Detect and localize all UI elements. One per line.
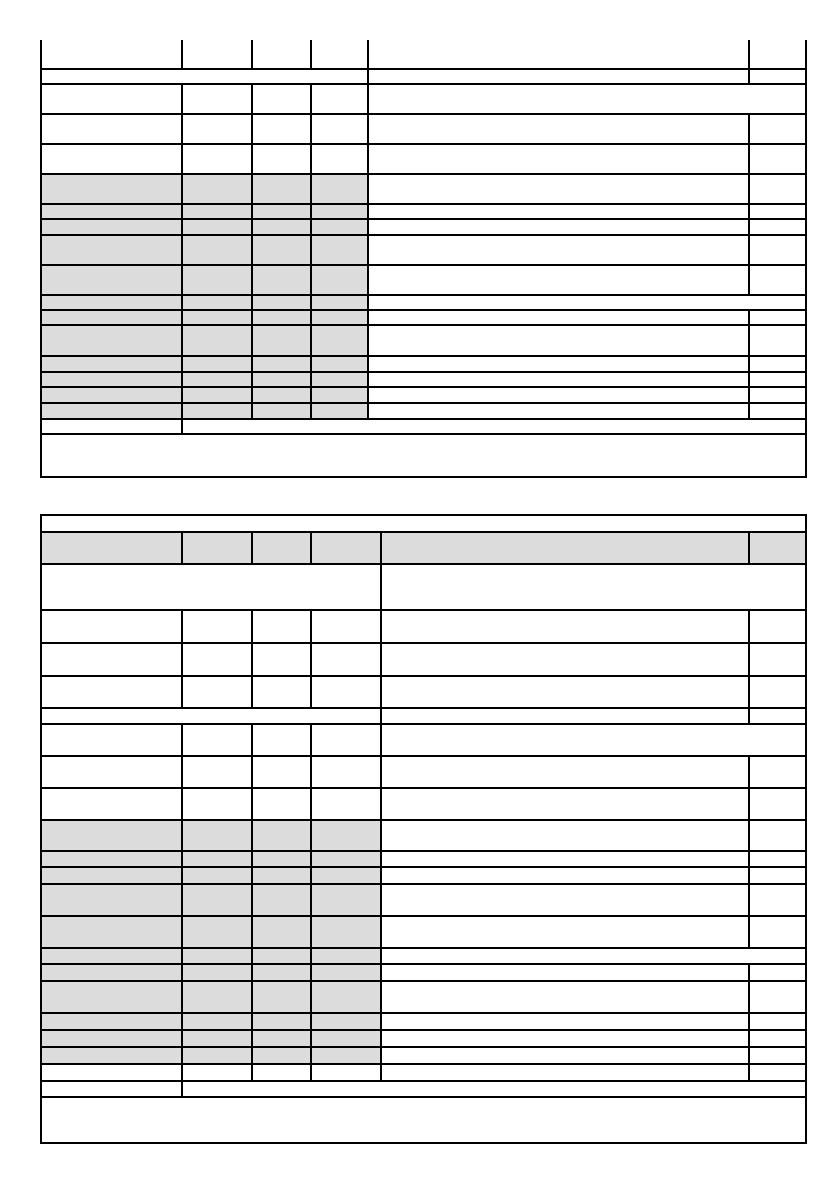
row-border xyxy=(40,203,806,205)
column-border xyxy=(181,947,183,963)
column-border xyxy=(181,1080,183,1096)
column-border xyxy=(367,294,369,309)
column-border xyxy=(181,294,183,309)
column-border xyxy=(367,40,369,68)
row-border xyxy=(40,723,806,725)
column-border xyxy=(251,531,253,563)
column-border xyxy=(251,963,253,1080)
column-border xyxy=(181,113,183,294)
column-border xyxy=(181,531,183,563)
row-border xyxy=(40,355,806,357)
column-border xyxy=(251,40,253,68)
column-border xyxy=(310,309,312,418)
column-border xyxy=(367,113,369,294)
row-border xyxy=(40,476,807,478)
column-border xyxy=(181,755,183,947)
row-border xyxy=(40,218,806,220)
row-border xyxy=(40,294,806,296)
row-border xyxy=(40,68,806,70)
column-border xyxy=(310,294,312,309)
row-border xyxy=(40,264,806,266)
row-border xyxy=(40,1012,806,1014)
column-border xyxy=(310,723,312,755)
row-border xyxy=(40,963,806,965)
column-border xyxy=(380,563,382,609)
row-border xyxy=(40,531,806,533)
shaded-cell xyxy=(41,234,367,264)
row-border xyxy=(40,947,806,949)
column-border xyxy=(748,609,750,707)
column-border xyxy=(310,113,312,294)
row-border xyxy=(40,755,806,757)
column-border xyxy=(310,963,312,1080)
row-border xyxy=(40,866,806,868)
row-border xyxy=(40,433,806,435)
column-border xyxy=(805,40,807,477)
row-border xyxy=(40,143,806,145)
column-border xyxy=(181,40,183,68)
column-border xyxy=(40,40,42,477)
row-border xyxy=(40,1080,806,1082)
row-border xyxy=(40,883,806,885)
column-border xyxy=(251,723,253,755)
row-border xyxy=(40,173,806,175)
shaded-cell xyxy=(41,173,367,205)
column-border xyxy=(181,963,183,1080)
column-border xyxy=(380,755,382,947)
column-border xyxy=(181,309,183,418)
column-border xyxy=(310,531,312,563)
column-border xyxy=(310,83,312,113)
shaded-cell xyxy=(41,355,367,371)
column-border xyxy=(748,40,750,68)
shaded-cell xyxy=(41,309,367,324)
shaded-cell xyxy=(41,294,367,309)
column-border xyxy=(367,68,369,83)
column-border xyxy=(310,947,312,963)
row-border xyxy=(40,980,806,982)
column-border xyxy=(367,309,369,418)
row-border xyxy=(40,642,806,644)
column-border xyxy=(380,963,382,1080)
row-border xyxy=(40,418,806,420)
column-border xyxy=(251,83,253,113)
column-border xyxy=(748,531,750,563)
row-border xyxy=(40,386,806,388)
row-border xyxy=(40,1029,806,1031)
row-border xyxy=(40,1096,806,1098)
row-border xyxy=(40,707,806,709)
row-border xyxy=(40,787,806,789)
row-border xyxy=(40,1063,806,1065)
row-border xyxy=(40,563,806,565)
row-border xyxy=(40,309,806,311)
row-border xyxy=(40,234,806,236)
shaded-cell xyxy=(41,371,367,386)
column-border xyxy=(310,609,312,707)
column-border xyxy=(380,947,382,963)
shaded-cell xyxy=(41,264,367,294)
shaded-cell xyxy=(41,402,367,418)
column-border xyxy=(310,755,312,947)
column-border xyxy=(748,755,750,947)
column-border xyxy=(251,755,253,947)
column-border xyxy=(251,609,253,707)
column-border xyxy=(367,83,369,113)
row-border xyxy=(40,402,806,404)
column-border xyxy=(748,309,750,418)
column-border xyxy=(181,418,183,433)
column-border xyxy=(748,68,750,83)
column-border xyxy=(181,83,183,113)
column-border xyxy=(748,963,750,1080)
column-border xyxy=(380,609,382,707)
column-border xyxy=(380,723,382,755)
row-border xyxy=(40,675,806,677)
row-border xyxy=(40,819,806,821)
row-border xyxy=(40,1046,806,1048)
column-border xyxy=(748,113,750,294)
row-border xyxy=(40,371,806,373)
column-border xyxy=(181,723,183,755)
row-border xyxy=(40,850,806,852)
column-border xyxy=(380,531,382,563)
row-border xyxy=(40,324,806,326)
shaded-cell xyxy=(41,324,367,355)
row-border xyxy=(40,113,806,115)
column-border xyxy=(251,947,253,963)
shaded-cell xyxy=(41,386,367,402)
column-border xyxy=(310,40,312,68)
column-border xyxy=(251,294,253,309)
column-border xyxy=(748,707,750,723)
column-border xyxy=(380,707,382,723)
column-border xyxy=(251,309,253,418)
shaded-cell xyxy=(41,218,367,234)
column-border xyxy=(251,113,253,294)
row-border xyxy=(40,915,806,917)
row-border xyxy=(40,609,806,611)
row-border xyxy=(40,83,806,85)
column-border xyxy=(181,609,183,707)
shaded-cell xyxy=(41,205,367,218)
